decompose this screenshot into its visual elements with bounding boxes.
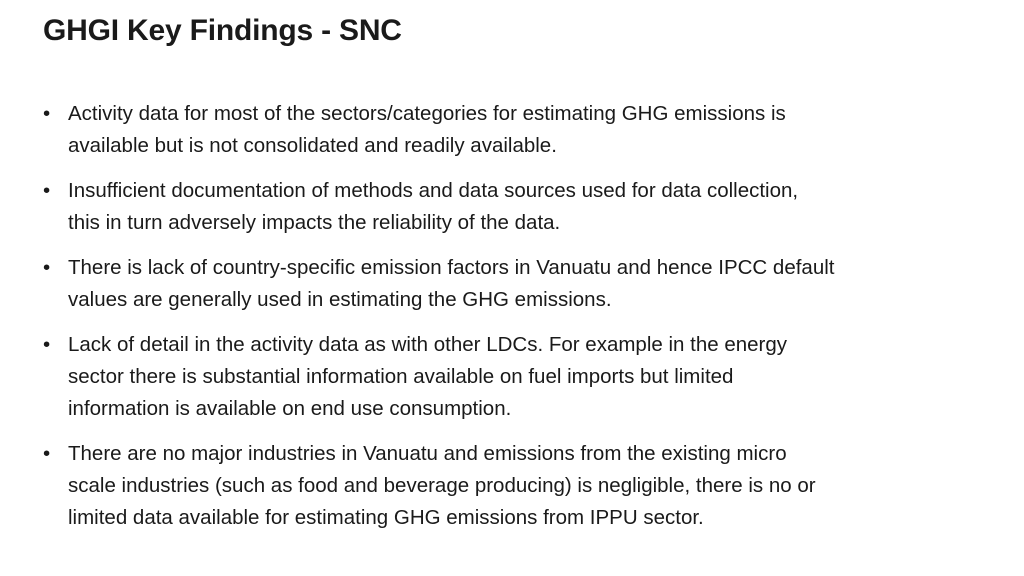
bullet-line: Insufficient documentation of methods and data sources used for data collection, <box>68 179 799 202</box>
bullet-line: scale industries (such as food and beverage producing) is negligible, there is no or <box>68 474 816 497</box>
bullet-line: sector there is substantial information available on fuel imports but limited <box>68 365 734 388</box>
bullet-list <box>43 98 973 547</box>
bullet-line: information is available on end use consumption. <box>68 397 512 420</box>
bullet-item-emission-factors <box>43 252 973 316</box>
bullet-dot: • <box>43 442 51 465</box>
bullet-line: values are generally used in estimating the GHG emissions. <box>68 288 612 311</box>
bullet-dot: • <box>43 102 51 125</box>
bullet-line: limited data available for estimating GHG emissions from IPPU sector. <box>68 506 704 529</box>
bullet-line: There is lack of country-specific emission factors in Vanuatu and hence IPCC default <box>68 256 835 279</box>
bullet-line: Activity data for most of the sectors/categories for estimating GHG emissions is <box>68 102 786 125</box>
bullet-item-documentation <box>43 175 973 239</box>
bullet-line: this in turn adversely impacts the reliability of the data. <box>68 211 561 234</box>
bullet-item-activity-data <box>43 98 973 162</box>
bullet-line: Lack of detail in the activity data as with other LDCs. For example in the energy <box>68 333 788 356</box>
slide-title: GHGI Key Findings - SNC <box>43 14 402 47</box>
bullet-item-industries <box>43 438 973 534</box>
bullet-dot: • <box>43 179 51 202</box>
bullet-item-lack-of-detail <box>43 329 973 425</box>
bullet-dot: • <box>43 333 51 356</box>
bullet-line: There are no major industries in Vanuatu and emissions from the existing micro <box>68 442 787 465</box>
bullet-line: available but is not consolidated and readily available. <box>68 134 557 157</box>
bullet-dot: • <box>43 256 51 279</box>
